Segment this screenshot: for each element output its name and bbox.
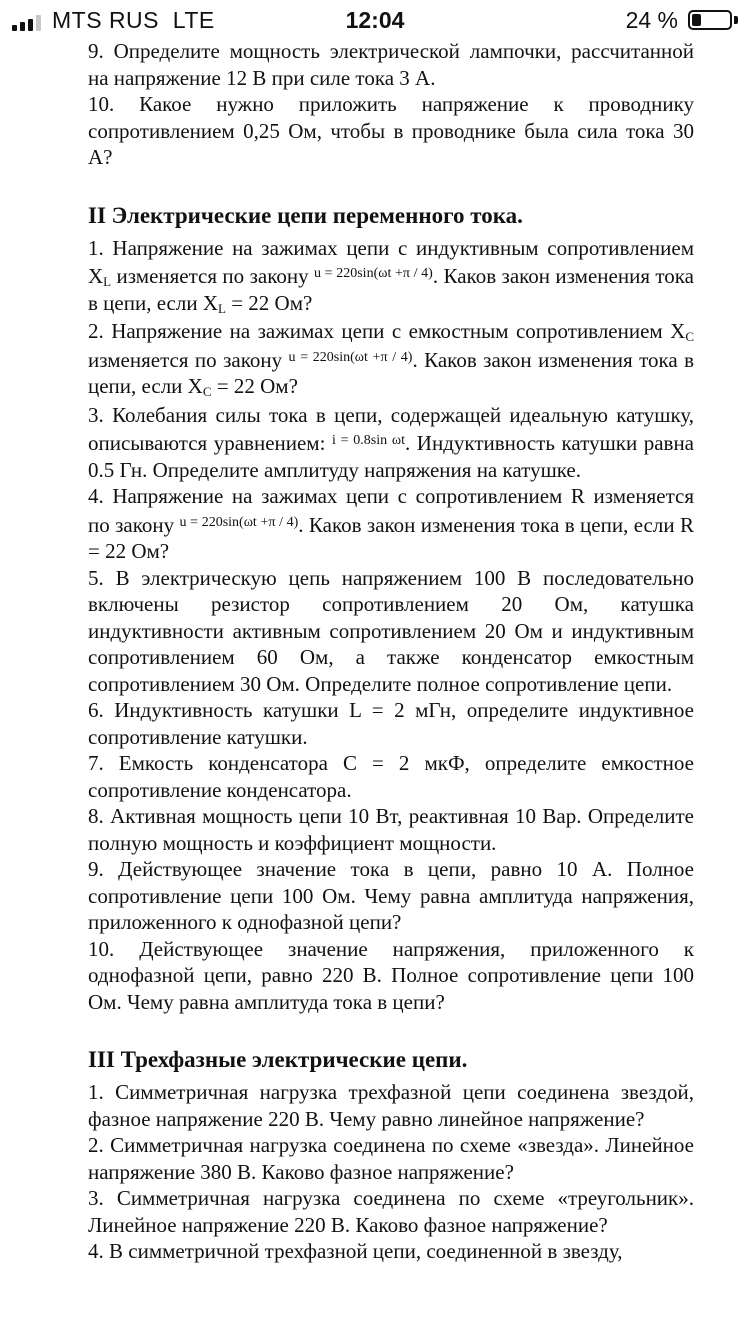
question-2-6: 6. Индуктивность катушки L = 2 мГн, определите индуктивное сопротивление катушки. bbox=[88, 698, 694, 749]
battery-icon bbox=[688, 10, 732, 30]
question-2-9: 9. Действующее значение тока в цепи, равно 10 А. Полное сопротивление цепи 100 Ом. Чему равна амплитуда напряжения, приложенного к однофазной цепи? bbox=[88, 857, 694, 934]
carrier-name: MTS RUS bbox=[52, 7, 159, 33]
section-3-title: III Трехфазные электрические цепи. bbox=[88, 1047, 468, 1072]
section-2-title: II Электрические цепи переменного тока. bbox=[88, 202, 523, 228]
document-page bbox=[88, 38, 694, 1265]
battery-percent: 24 % bbox=[625, 7, 678, 33]
question-3-1: 1. Симметричная нагрузка трехфазной цепи соединена звездой, фазное напряжение 220 В. Чему равно линейное напряжение? bbox=[88, 1080, 694, 1131]
network-type: LTE bbox=[172, 7, 215, 33]
question-3-4: 4. В симметричной трехфазной цепи, соединенной в звезду, bbox=[88, 1239, 623, 1263]
question-3-2: 2. Симметричная нагрузка соединена по схеме «звезда». Линейное напряжение 380 В. Каково фазное напряжение? bbox=[88, 1133, 694, 1184]
status-bar bbox=[0, 0, 750, 42]
formula: u = 220sin(ωt +π / 4) bbox=[179, 514, 299, 530]
question-2-1: 1. Напряжение на зажимах цепи с индуктивным сопротивлением $X_L$ изменяется по закону $^{u = 220sin(\omega t +\pi / 4)}$. Каков закон изменения тока в цепи, если $X_L = 22$ Ом? bbox=[88, 235, 694, 316]
question-2-3: 3. Колебания силы тока в цепи, содержащей идеальную катушку, описываются уравнением: $^{i = 0.8sin \omega t}$. Индуктивность катушки равна 0.5 Гн. Определите амплитуду напряжения на катушке. bbox=[88, 402, 695, 482]
formula: u = 220sin(ωt +π / 4) bbox=[314, 266, 433, 281]
question-2-2: 2. Напряжение на зажимах цепи с емкостным сопротивлением $X_C$ изменяется по закону $^{u = 220sin(\omega t +\pi / 4)}$. Каков закон изменения тока в цепи, если $X_C = 22$ Ом? bbox=[88, 319, 695, 399]
clock: 12:04 bbox=[345, 7, 405, 33]
battery-fill bbox=[692, 14, 701, 26]
question-2-5: 5. В электрическую цепь напряжением 100 В последовательно включены резистор сопротивлением 20 Ом, катушка индуктивности активным сопротивлением 20 Ом и индуктивным сопротивлением 60 Ом, а также конденсатор емкостным сопротивлением 30 Ом. Определите полное сопротивление цепи. bbox=[88, 565, 694, 696]
question-1-10: 10. Какое нужно приложить напряжение к проводнику сопротивлением 0,25 Ом, чтобы в проводнике была сила тока 30 А? bbox=[88, 92, 694, 169]
battery-nub bbox=[734, 16, 738, 24]
formula: u = 220sin(ωt +π / 4) bbox=[288, 349, 413, 365]
question-2-7: 7. Емкость конденсатора C = 2 мкФ, определите емкостное сопротивление конденсатора. bbox=[88, 751, 694, 802]
question-2-10: 10. Действующее значение напряжения, приложенного к однофазной цепи, равно 220 В. Полное сопротивление цепи 100 Ом. Чему равна амплитуда тока в цепи? bbox=[88, 936, 694, 1014]
formula: i = 0.8sin ωt bbox=[331, 433, 406, 448]
question-2-8: 8. Активная мощность цепи 10 Вт, реактивная 10 Вар. Определите полную мощность и коэффициент мощности. bbox=[88, 804, 694, 855]
question-3-3: 3. Симметричная нагрузка соединена по схеме «треугольник». Линейное напряжение 220 В. Каково фазное напряжение? bbox=[88, 1186, 694, 1237]
question-2-4: 4. Напряжение на зажимах цепи с сопротивлением R изменяется по закону $^{u = 220sin(\omega t +\pi / 4)}$. Каков закон изменения тока в цепи, если R = 22 Ом? bbox=[88, 484, 694, 563]
question-1-9: 9. Определите мощность электрической лампочки, рассчитанной на напряжение 12 В при силе тока 3 А. bbox=[88, 39, 694, 90]
